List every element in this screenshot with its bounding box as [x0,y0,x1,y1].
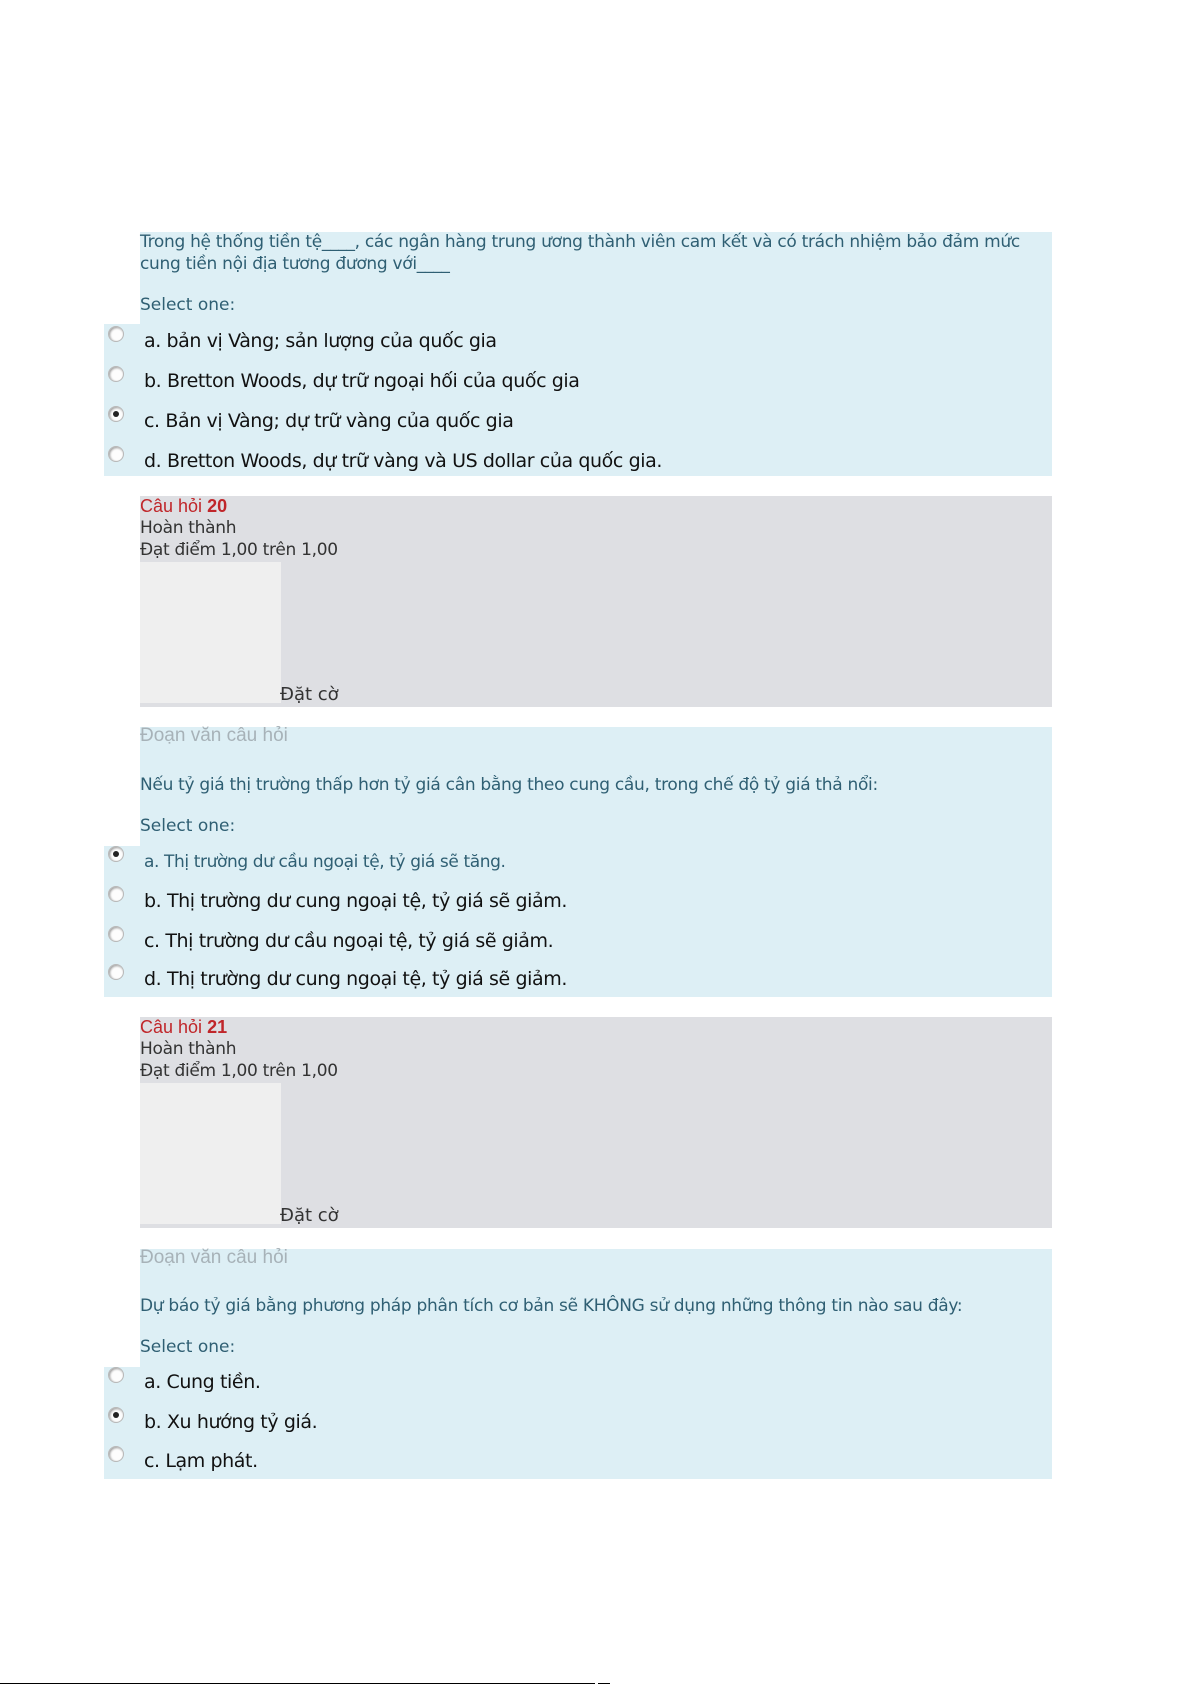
question-state: Hoàn thành [140,1039,237,1059]
radio-button[interactable] [108,326,124,342]
question-21-option-b[interactable] [104,1407,1052,1443]
question-19-option-c[interactable] [104,406,1052,442]
option-label: a. Cung tiền. [144,1371,261,1393]
radio-button[interactable] [108,366,124,382]
question-19-option-d[interactable] [104,446,1052,482]
radio-button[interactable] [108,926,124,942]
radio-button-selected[interactable] [108,846,124,862]
question-21-option-a[interactable] [104,1367,1052,1403]
question-20-option-a[interactable] [104,846,1052,882]
flag-icon[interactable] [140,562,281,703]
option-label: b. Thị trường dư cung ngoại tệ, tỷ giá sẽ giảm. [144,890,567,912]
question-19-option-b[interactable] [104,366,1052,402]
radio-button[interactable] [108,1367,124,1383]
question-prefix: Câu hỏi [140,1017,203,1037]
flag-icon[interactable] [140,1083,281,1224]
question-state: Hoàn thành [140,518,237,538]
radio-button[interactable] [108,1446,124,1462]
question-number [140,1017,227,1038]
question-text-heading: Đoạn văn câu hỏi [140,725,288,746]
option-label: c. Thị trường dư cầu ngoại tệ, tỷ giá sẽ giảm. [144,930,554,952]
flag-question-link[interactable]: Đặt cờ [280,684,339,705]
radio-button[interactable] [108,964,124,980]
question-21-option-c[interactable] [104,1446,1052,1482]
radio-button[interactable] [108,446,124,462]
option-label: d. Bretton Woods, dự trữ vàng và US dollar của quốc gia. [144,450,663,472]
question-number [140,496,227,517]
question-19-option-a[interactable] [104,326,1052,362]
option-label: a. bản vị Vàng; sản lượng của quốc gia [144,330,497,352]
question-20-option-d[interactable] [104,964,1052,1000]
question-grade: Đạt điểm 1,00 trên 1,00 [140,1061,338,1081]
option-label: b. Xu hướng tỷ giá. [144,1411,318,1433]
question-21-text: Dự báo tỷ giá bằng phương pháp phân tích cơ bản sẽ KHÔNG sử dụng những thông tin nào sau đây: [140,1296,963,1316]
footer-rule-tick [598,1683,610,1684]
question-grade: Đạt điểm 1,00 trên 1,00 [140,540,338,560]
question-prefix: Câu hỏi [140,496,203,516]
radio-button-selected[interactable] [108,406,124,422]
option-label: b. Bretton Woods, dự trữ ngoại hối của quốc gia [144,370,580,392]
question-20-info [140,496,1052,707]
option-label: d. Thị trường dư cung ngoại tệ, tỷ giá sẽ giảm. [144,968,567,990]
question-20-text: Nếu tỷ giá thị trường thấp hơn tỷ giá cân bằng theo cung cầu, trong chế độ tỷ giá thả nổi: [140,775,878,795]
question-number-value: 21 [207,1017,228,1037]
question-19-text-line-1: Trong hệ thống tiền tệ____, các ngân hàng trung ương thành viên cam kết và có trách nhiệm bảo đảm mức [140,232,1020,252]
question-20-select-one: Select one: [140,816,236,836]
option-label: c. Bản vị Vàng; dự trữ vàng của quốc gia [144,410,514,432]
option-label: a. Thị trường dư cầu ngoại tệ, tỷ giá sẽ tăng. [144,852,506,872]
question-number-value: 20 [207,496,228,516]
radio-button[interactable] [108,886,124,902]
flag-question-link[interactable]: Đặt cờ [280,1205,339,1226]
question-text-heading: Đoạn văn câu hỏi [140,1247,288,1268]
question-21-select-one: Select one: [140,1337,236,1357]
question-21-info [140,1017,1052,1228]
question-20-option-c[interactable] [104,926,1052,962]
question-20-option-b[interactable] [104,886,1052,922]
option-label: c. Lạm phát. [144,1450,258,1472]
question-19-select-one: Select one: [140,295,236,315]
radio-button-selected[interactable] [108,1407,124,1423]
question-19-text-line-2: cung tiền nội địa tương đương với____ [140,254,450,274]
footer-rule [0,1683,595,1684]
